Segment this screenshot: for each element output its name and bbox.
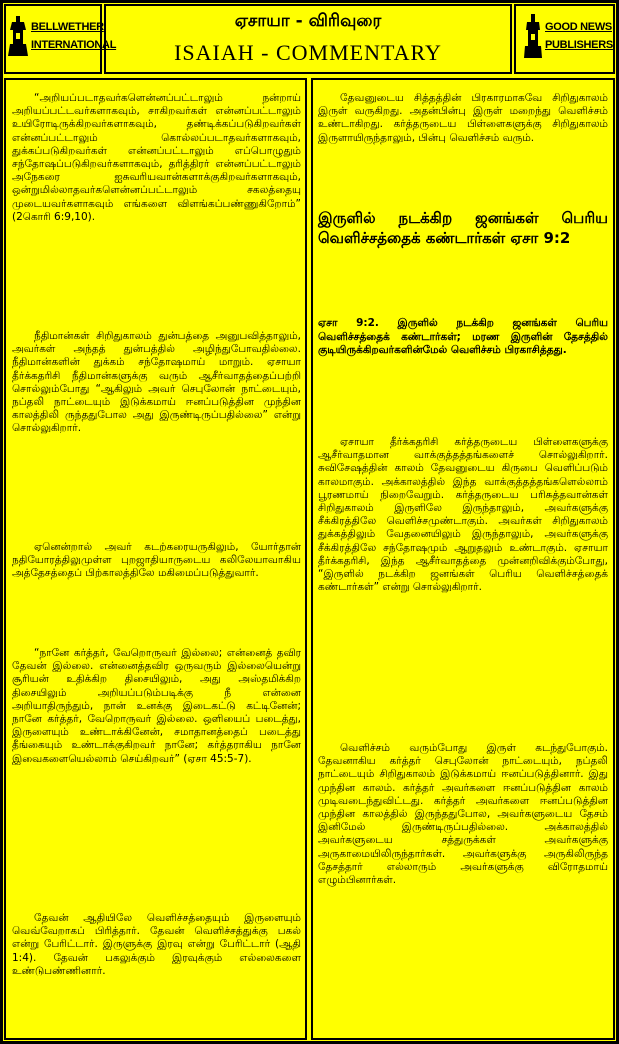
paragraph-galilee: ஏனென்றால் அவர் கடற்கரையருகிலும், யோர்தான் நதியோரத்திலுமுள்ள புறஜாதியாருடைய கலிலேயாவாகிய அத்தேசத்தைப் பிற்காலத்திலே மகிமைப்படுத்துவார்.: [12, 541, 301, 580]
left-paragraph-1: [12, 92, 301, 224]
bellwether-logo: [8, 16, 116, 56]
good-news-logo: [524, 14, 613, 58]
left-paragraph-5: [12, 912, 301, 978]
verse-isaiah-9-2: ஏசா 9:2. இருளில் நடக்கிற ஜனங்கள் பெரிய வெளிச்சத்தைக் கண்டார்கள்; மரண இருளின் தேசத்தில் குடியிருக்கிறவர்களின்மேல் வெளிச்சம் பிரகாசித்தது.: [318, 317, 608, 356]
left-paragraph-4: [12, 647, 301, 766]
right-paragraph-3: [318, 742, 608, 887]
tower-icon: [524, 14, 542, 58]
publisher-right-line2: PUBLISHERS: [545, 39, 613, 51]
left-paragraph-2: [12, 330, 301, 436]
paragraph-righteous-suffering: நீதிமான்கள் சிறிதுகாலம் துன்பத்தை அனுபவித்தாலும், அவர்கள் அந்தத் துன்பத்தில் அழிந்துபோவதில்லை. நீதிமான்களின் துக்கம் சந்தோஷமாய் மாறும். ஏசாயா தீர்க்கதரிசி நீதிமான்களுக்கு வரும் ஆசீர்வாதத்தைப்பற்றி சொல்லும்போது “ஆகிலும் அவர் செபுலோன் நாட்டையும், நப்தலி நாட்டையும் இடுக்கமாய் ஈனப்படுத்தின முந்தின காலத்திலி ருந்ததுபோல அது இருண்டிருப்பதில்லை” என்று சொல்லுகிறார்.: [12, 330, 301, 435]
paragraph-darkness-passes: வெளிச்சம் வரும்போது இருள் கடந்துபோகும். தேவனாகிய கர்த்தர் செபுலோன் நாட்டையும், நப்தலி நாட்டையும் சிறிதுகாலம் இடுக்கமாய் ஈனப்படுத்தினார். இது முந்தின காலம். கர்த்தர் அவர்களை ஈனப்படுத்தின காலம் முடிவடைந்துவிட்டது. கர்த்தர் அவர்களை ஈனப்படுத்தின முந்தின காலத்தில் இருந்ததுபோல, அவர்களுடைய தேசம் இனிமேல் இருண்டிருப்பதில்லை. அக்காலத்தில் அவர்களுடைய சத்துருக்கள் அவர்களுக்கு அருகாமையிலிருந்தார்கள். அவர்களுக்கு அருகிலிருந்த தேசத்தார் எல்லாரும் அவர்களுக்கு விரோதமாய் எழும்பினார்கள்.: [318, 742, 608, 887]
paragraph-gods-will: தேவனுடைய சித்தத்தின் பிரகாரமாகவே சிறிதுகாலம் இருள் வருகிறது. அதன்பின்பு இருள் மறைந்து வெளிச்சம் உண்டாகிறது. கர்த்தருடைய பிள்ளைகளுக்கு சிறிதுகாலம் இருளாயிருந்தாலும், பின்பு வெளிச்சம் வரும்.: [318, 92, 608, 144]
left-paragraph-3: [12, 541, 301, 581]
publisher-left-line2: INTERNATIONAL: [31, 39, 117, 51]
paragraph-prophet-promises: ஏசாயா தீர்க்கதரிசி கர்த்தருடைய பிள்ளைகளுக்கு ஆசீர்வாதமான வாக்குத்தத்தங்களைச் சொல்லுகிறார். சுவிசேஷத்தின் காலம் தேவனுடைய கிருபை வெளிப்படும் காலமாகும். அக்காலத்தில் இந்த வாக்குத்தத்தங்களெல்லாம் பூரணமாய் நிறைவேறும். கர்த்தருடைய பரிசுத்தவான்கள் சிறிதுகாலம் இருளிலே இருந்தாலும், அவர்களுக்கு சீக்கிரத்திலே வெளிச்சமுண்டாகும். அவர்கள் சிறிதுகாலம் துக்கத்திலும் வேதனையிலும் இருந்தாலும், அவர்களுக்கு சீக்கிரத்திலே சந்தோஷமும் ஆறுதலும் உண்டாகும். ஏசாயா தீர்க்கதரிசி, இந்த ஆசீர்வாதத்தை முன்னறிவிக்கும்போது, “இருளில் நடக்கிற ஜனங்கள் பெரிய வெளிச்சத்தைக் கண்டார்கள்” என்று சொல்லுகிறார்.: [318, 436, 608, 594]
section-heading: இருளில் நடக்கிற ஜனங்கள் பெரிய வெளிச்சத்தைக் கண்டார்கள் ஏசா 9:2: [318, 209, 608, 247]
paragraph-light-darkness: தேவன் ஆதியிலே வெளிச்சத்தையும் இருளையும் வெவ்வேறாகப் பிரித்தார். தேவன் வெளிச்சத்துக்கு பகல் என்று பேரிட்டார். இருளுக்கு இரவு என்று பேரிட்டார் (ஆதி 1:4). தேவன் பகலுக்கும் இரவுக்கும் எல்லைகளை உண்டுபண்ணினார்.: [12, 912, 301, 977]
right-paragraph-2: [318, 436, 608, 594]
publisher-left-line1: BELLWETHER: [31, 21, 104, 33]
publisher-right-line1: GOOD NEWS: [545, 21, 612, 33]
quote-isaiah-45: “நானே கர்த்தர், வேறொருவர் இல்லை; என்னைத் தவிர தேவன் இல்லை. என்னைத்தவிர ஒருவரும் இல்லையென்று சூரியன் உதிக்கிற திசையிலும், அது அஸ்தமிக்கிற திசையிலும் அறியப்படும்படிக்கு நீ என்னை அறியாதிருந்தும், நான் உனக்கு இடைகட்டு கட்டினேன்; நானே கர்த்தர், வேறொருவர் இல்லை. ஒளியைப் படைத்து, இருளையும் உண்டாக்கினேன், சமாதானத்தைப் படைத்து தீங்கையும் உண்டாக்குகிறவர் நானே; கர்த்தராகிய நானே இவைகளையெல்லாம் செய்கிறவர்” (ஏசா 45:5-7).: [12, 647, 301, 765]
title-english: ISAIAH - COMMENTARY: [174, 40, 442, 65]
quote-2-corinthians: “அறியப்படாதவர்களென்னப்பட்டாலும் நன்றாய் அறியப்பட்டவர்களாகவும், சாகிறவர்கள் என்னப்பட்டாலும் உயிரோடிருக்கிறவர்களாகவும், தண்டிக்கப்படுகிறவர்கள் என்னப்பட்டாலும் கொல்லப்படாதவர்களாகவும், துக்கப்படுகிறவர்கள் என்னப்பட்டாலும் எப்பொழுதும் சந்தோஷப்படுகிறவர்களாகவும், தரித்திரர் என்னப்பட்டாலும் அநேகரை ஐசுவரியவான்களாக்குகிறவர்களாகவும், ஒன்றுமில்லாதவர்களென்னப்பட்டாலும் சகலத்தையு முடையவர்களாகவும் எங்களை விளங்கப்பண்ணுகிறோம்” (2கொரி 6:9,10).: [12, 92, 301, 223]
bell-tower-icon: [8, 16, 28, 56]
title-tamil: ஏசாயா - விரிவுரை: [234, 11, 382, 31]
right-paragraph-1: [318, 92, 608, 145]
